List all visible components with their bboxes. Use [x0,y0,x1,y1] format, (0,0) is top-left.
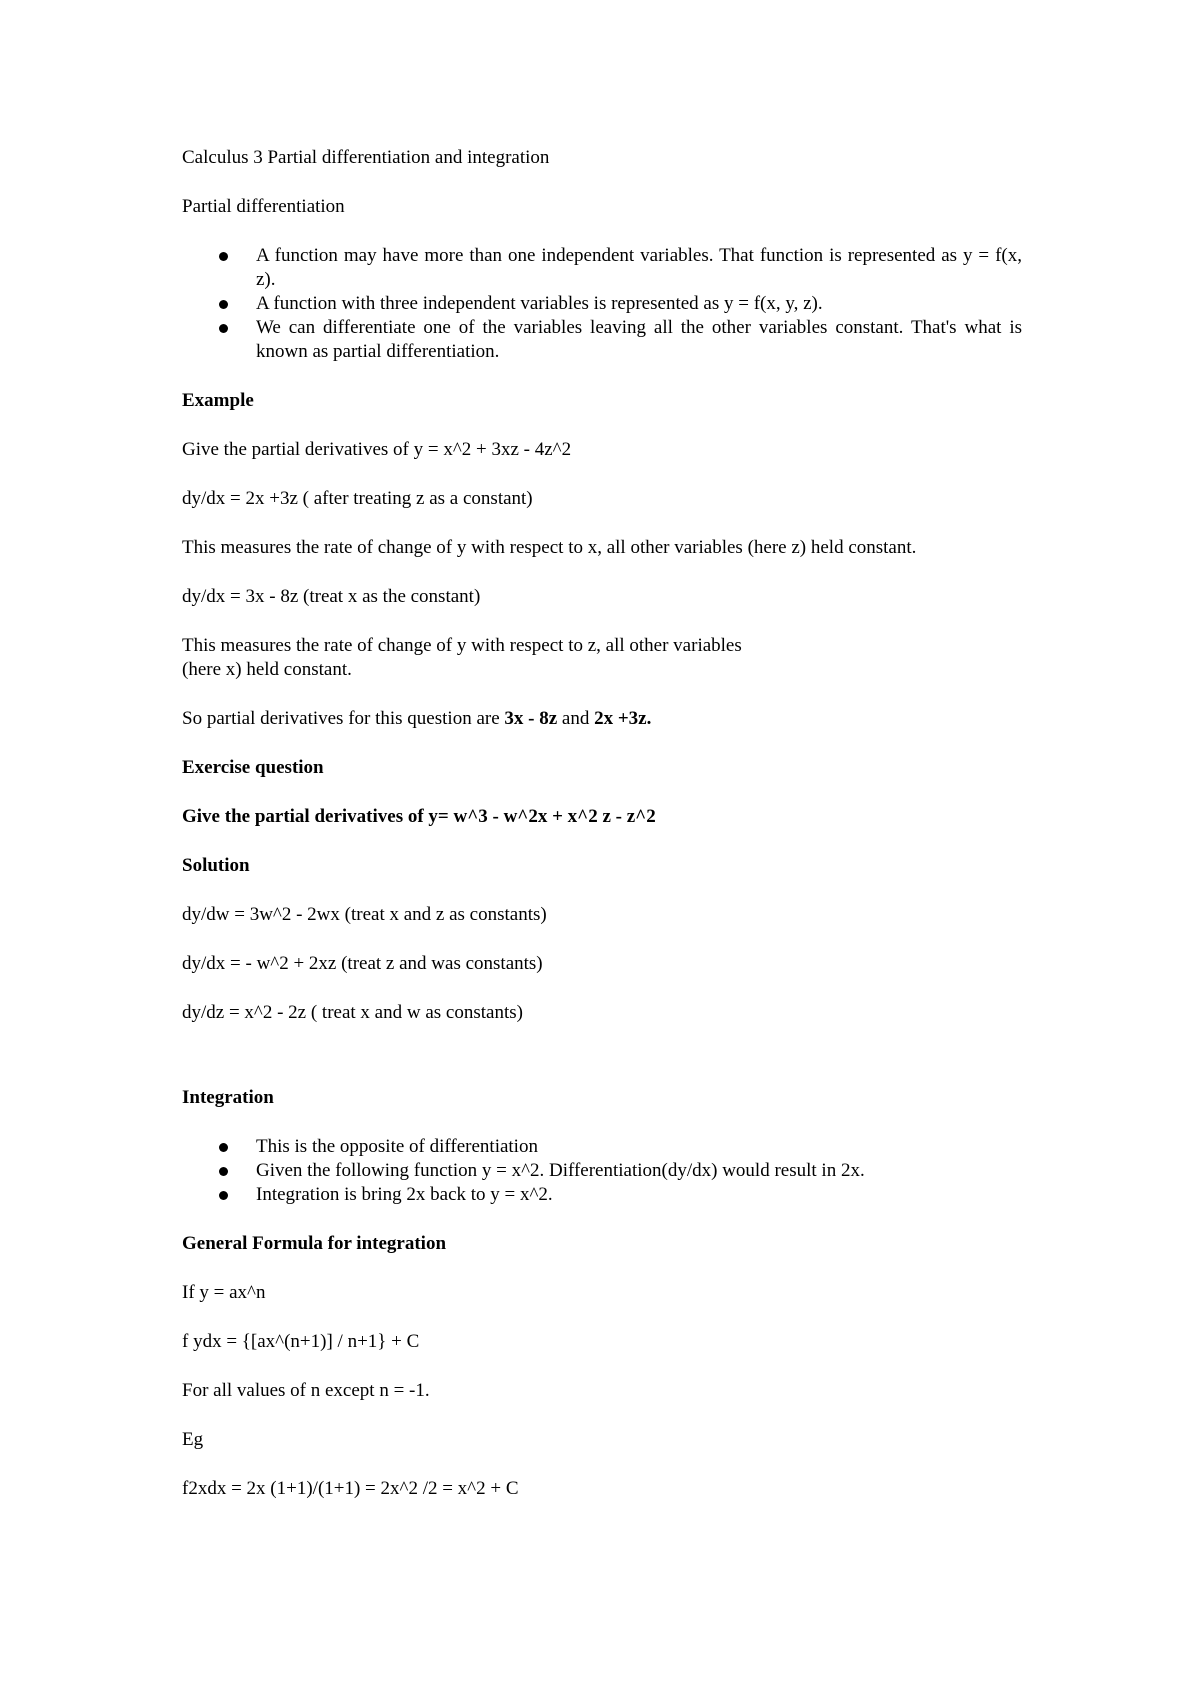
summary-answer-a: 3x - 8z [504,708,558,729]
bullet-icon [219,300,228,309]
list-item [182,292,1022,316]
list-item [182,1183,1022,1207]
spacer [182,1050,1022,1086]
list-item [182,316,1022,364]
solution-heading: Solution [182,855,250,876]
formula-example: f2xdx = 2x (1+1)/(1+1) = 2x^2 /2 = x^2 + C [182,1478,519,1499]
example-step-dz: dy/dx = 3x - 8z (treat x as the constant) [182,586,481,607]
summary-answer-b: 2x +3z. [594,708,652,729]
solution-line: dy/dx = - w^2 + 2xz (treat z and was constants) [182,953,543,974]
list-item [182,244,1022,292]
list-item-text: A function with three independent variables is represented as y = f(x, y, z). [256,293,823,314]
bullet-icon [219,1167,228,1176]
solution-line: dy/dz = x^2 - 2z ( treat x and w as constants) [182,1002,523,1023]
list-item-text: This is the opposite of differentiation [256,1136,538,1157]
list-item-text: Given the following function y = x^2. Differentiation(dy/dx) would result in 2x. [256,1160,865,1181]
formula-integral: f ydx = {[ax^(n+1)] / n+1} + C [182,1331,420,1352]
summary-text: and [557,708,595,729]
partial-heading: Partial differentiation [182,196,345,217]
example-explanation-x: This measures the rate of change of y with respect to x, all other variables (here z) held constant. [182,537,917,558]
list-item-text: A function may have more than one independent variables. That function is represented as y = f(x, z). [256,245,1022,290]
formula-condition: If y = ax^n [182,1282,266,1303]
list-item [182,1135,1022,1159]
document-title: Calculus 3 Partial differentiation and integration [182,147,550,168]
list-item [182,1159,1022,1183]
partial-bullet-list [182,244,1022,364]
formula-note: For all values of n except n = -1. [182,1380,430,1401]
example-heading: Example [182,390,254,411]
bullet-icon [219,1191,228,1200]
formula-heading: General Formula for integration [182,1233,447,1254]
integration-bullet-list [182,1135,1022,1207]
example-label: Eg [182,1429,204,1450]
solution-line: dy/dw = 3w^2 - 2wx (treat x and z as constants) [182,904,547,925]
summary-text: So partial derivatives for this question are [182,708,505,729]
integration-heading: Integration [182,1087,274,1108]
bullet-icon [219,324,228,333]
list-item-text: Integration is bring 2x back to y = x^2. [256,1184,553,1205]
example-question: Give the partial derivatives of y = x^2 + 3xz - 4z^2 [182,439,572,460]
example-explanation-z [182,634,1022,682]
document-page [182,146,1022,1526]
exercise-question: Give the partial derivatives of y= w^3 - w^2x + x^2 z - z^2 [182,806,656,827]
bullet-icon [219,1143,228,1152]
explanation-line: This measures the rate of change of y with respect to z, all other variables [182,635,742,656]
exercise-heading: Exercise question [182,757,324,778]
example-step-dx: dy/dx = 2x +3z ( after treating z as a constant) [182,488,533,509]
explanation-line: (here x) held constant. [182,659,352,680]
bullet-icon [219,252,228,261]
example-summary [182,707,1022,731]
list-item-text: We can differentiate one of the variables leaving all the other variables constant. That's what is known as partial differentiation. [256,317,1022,362]
